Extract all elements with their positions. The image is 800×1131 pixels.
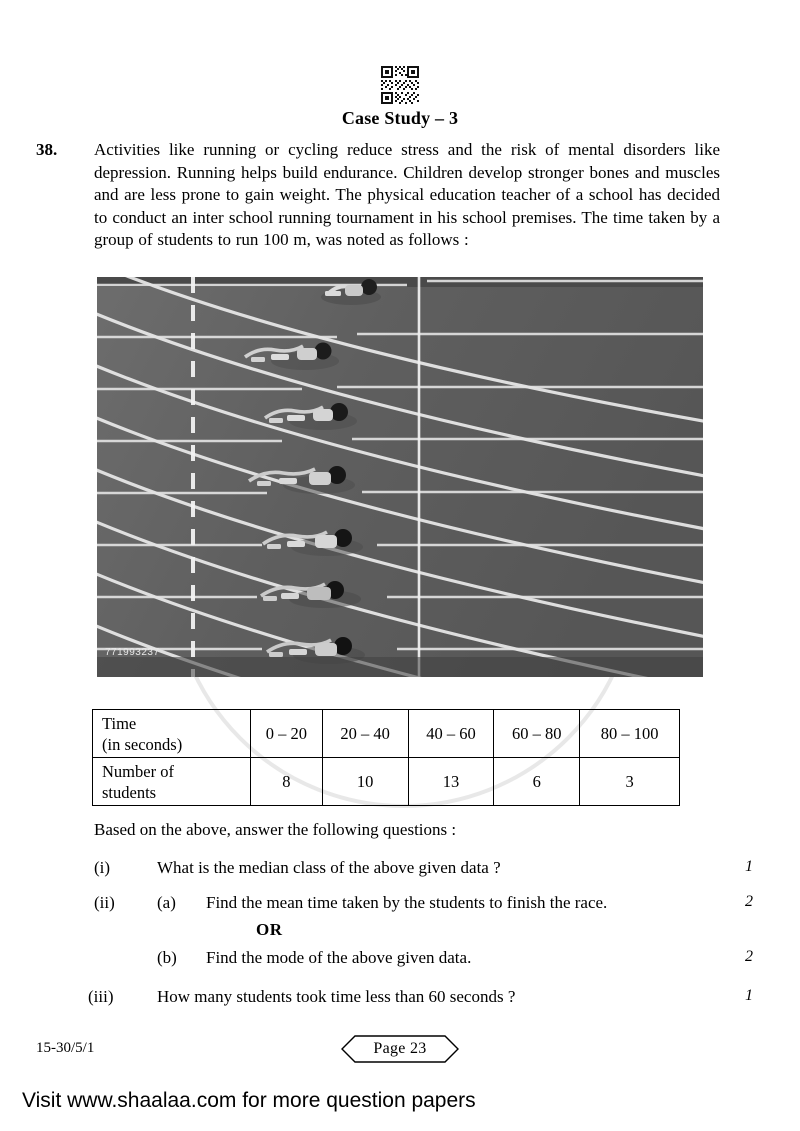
question-marks-iii: 1	[745, 987, 753, 1004]
question-text-i: What is the median class of the above given data ?	[157, 858, 501, 877]
frequency-cell-2: 13	[408, 758, 494, 806]
interval-cell-2: 40 – 60	[408, 710, 494, 758]
frequency-cell-0: 8	[251, 758, 323, 806]
question-label-iii: (iii)	[88, 987, 114, 1006]
frequency-cell-1: 10	[322, 758, 408, 806]
question-passage: Activities like running or cycling reduce stress and the risk of mental disorders like depression. Running helps build endurance. Children develop stronger bones and muscles and are less prone to gain weight. The physical education teacher of a school has decided to conduct an inter school running tournament in his school premises. The time taken by a group of students to run 100 m, was noted as follows :	[94, 140, 720, 249]
row-header-time-line2: (in seconds)	[102, 734, 183, 754]
row-header-students-line1: Number of	[102, 761, 174, 781]
frequency-distribution-table	[92, 709, 680, 806]
running-track-photo	[97, 277, 703, 677]
question-text-ii-a: Find the mean time taken by the students to finish the race.	[206, 893, 608, 912]
or-divider: OR	[256, 920, 283, 939]
track-illustration	[97, 277, 703, 677]
interval-cell-1: 20 – 40	[322, 710, 408, 758]
qr-code-icon	[379, 64, 421, 106]
question-label-ii: (ii)	[94, 893, 115, 912]
interval-cell-3: 60 – 80	[494, 710, 580, 758]
question-label-i: (i)	[94, 858, 111, 877]
interval-cell-0: 0 – 20	[251, 710, 323, 758]
question-marks-i: 1	[745, 858, 753, 875]
question-sublabel-a: (a)	[157, 893, 176, 912]
case-study-heading: Case Study – 3	[341, 108, 459, 128]
table-row	[93, 758, 680, 806]
interval-cell-4: 80 – 100	[580, 710, 680, 758]
question-marks-ii-a: 2	[745, 893, 753, 910]
table-row	[93, 710, 680, 758]
row-header-time	[93, 710, 251, 758]
question-text-iii: How many students took time less than 60 seconds ?	[157, 987, 516, 1006]
row-header-students-line2: students	[102, 782, 157, 802]
question-sublabel-b: (b)	[157, 948, 177, 967]
page-number-badge	[340, 1034, 460, 1064]
paper-code: 15-30/5/1	[36, 1040, 95, 1056]
page-number-label: Page 23	[373, 1040, 427, 1057]
question-text-ii-b: Find the mode of the above given data.	[206, 948, 472, 967]
site-footer-note: Visit www.shaalaa.com for more question papers	[22, 1089, 476, 1112]
frequency-cell-3: 6	[494, 758, 580, 806]
row-header-students	[93, 758, 251, 806]
questions-intro: Based on the above, answer the following questions :	[94, 820, 457, 839]
question-marks-ii-b: 2	[745, 948, 753, 965]
question-number: 38.	[36, 140, 58, 159]
row-header-time-line1: Time	[102, 713, 137, 733]
frequency-cell-4: 3	[580, 758, 680, 806]
photo-stock-id: 771993237	[105, 647, 160, 658]
